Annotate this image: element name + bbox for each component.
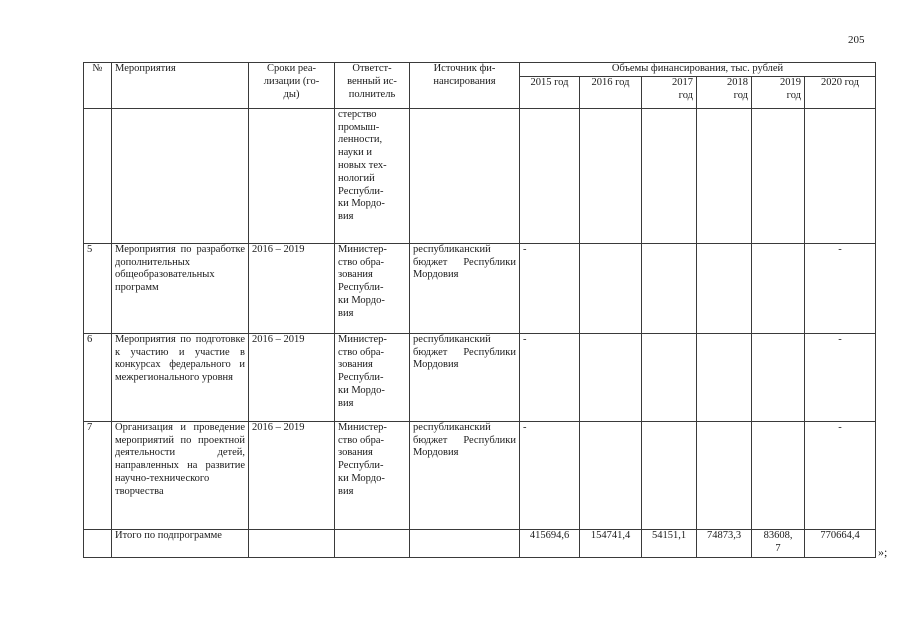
total-value-2016: 154741,4: [580, 529, 642, 557]
total-value-2015: 415694,6: [520, 529, 580, 557]
funding-table: [83, 62, 876, 558]
row-value-2017: [642, 421, 697, 529]
table-row: [84, 421, 876, 529]
row-value-2015: -: [520, 421, 580, 529]
total-terms: [249, 529, 335, 557]
header-responsible: Ответст- венный ис- полнитель: [335, 63, 410, 109]
header-year-2020: 2020 год: [805, 76, 876, 108]
header-year-2017: 2017 год: [642, 76, 697, 108]
total-value-2020: 770664,4: [805, 529, 876, 557]
row-responsible: Министер- ство обра- зования Республи- ки Мордо- вия: [335, 333, 410, 421]
row-value-2020: -: [805, 243, 876, 333]
row-value-2016: [580, 243, 642, 333]
row-value-2018: [697, 333, 752, 421]
header-year-2015: 2015 год: [520, 76, 580, 108]
total-source: [410, 529, 520, 557]
header-source: Источник фи- нансирования: [410, 63, 520, 109]
row-num: 6: [84, 333, 112, 421]
page-number: 205: [848, 34, 865, 46]
row-value-2017: [642, 333, 697, 421]
row-value-2015: -: [520, 333, 580, 421]
row-terms: 2016 – 2019: [249, 333, 335, 421]
row-terms: 2016 – 2019: [249, 421, 335, 529]
header-year-2019: 2019 год: [752, 76, 805, 108]
row-value-2019: [752, 333, 805, 421]
table-row: [84, 108, 876, 243]
row-value-2018: [697, 108, 752, 243]
table-row: [84, 333, 876, 421]
row-source: республиканский бюджет Республики Мордовия: [410, 243, 520, 333]
row-event: Организация и проведение мероприятий по проектной деятельности детей, направленных на развитие научно-технического творчества: [112, 421, 249, 529]
table-row: [84, 243, 876, 333]
row-value-2016: [580, 333, 642, 421]
row-value-2020: [805, 108, 876, 243]
row-source: [410, 108, 520, 243]
closing-quote-mark: »;: [878, 545, 888, 559]
row-value-2016: [580, 421, 642, 529]
row-value-2015: [520, 108, 580, 243]
row-value-2018: [697, 421, 752, 529]
row-value-2020: -: [805, 421, 876, 529]
row-value-2019: [752, 421, 805, 529]
header-year-2018: 2018 год: [697, 76, 752, 108]
row-source: республиканский бюджет Республики Мордовия: [410, 421, 520, 529]
row-value-2016: [580, 108, 642, 243]
row-value-2017: [642, 243, 697, 333]
header-event: Мероприятия: [112, 63, 249, 109]
row-terms: 2016 – 2019: [249, 243, 335, 333]
row-value-2017: [642, 108, 697, 243]
row-source: республиканский бюджет Республики Мордовия: [410, 333, 520, 421]
row-responsible: Министер- ство обра- зования Республи- ки Мордо- вия: [335, 243, 410, 333]
row-value-2018: [697, 243, 752, 333]
total-value-2017: 54151,1: [642, 529, 697, 557]
total-value-2018: 74873,3: [697, 529, 752, 557]
row-num: [84, 108, 112, 243]
row-responsible: Министер- ство обра- зования Республи- ки Мордо- вия: [335, 421, 410, 529]
row-event: Мероприятия по разработке дополнительных общеобразовательных программ: [112, 243, 249, 333]
total-responsible: [335, 529, 410, 557]
row-event: [112, 108, 249, 243]
row-event: Мероприятия по подготовке к участию и участие в конкурсах федерального и межрегионального уровня: [112, 333, 249, 421]
total-row: [84, 529, 876, 557]
row-num: 7: [84, 421, 112, 529]
header-num: №: [84, 63, 112, 109]
total-num: [84, 529, 112, 557]
row-responsible: стерство промыш- ленности, науки и новых тех- нологий Республи- ки Мордо- вия: [335, 108, 410, 243]
row-terms: [249, 108, 335, 243]
row-num: 5: [84, 243, 112, 333]
total-value-2019: 83608, 7: [752, 529, 805, 557]
header-row: [84, 63, 876, 77]
row-value-2019: [752, 243, 805, 333]
header-funding: Объемы финансирования, тыс. рублей: [520, 63, 876, 77]
row-value-2015: -: [520, 243, 580, 333]
total-label: Итого по подпрограмме: [112, 529, 249, 557]
row-value-2019: [752, 108, 805, 243]
header-terms: Сроки реа- лизации (го- ды): [249, 63, 335, 109]
header-year-2016: 2016 год: [580, 76, 642, 108]
row-value-2020: -: [805, 333, 876, 421]
